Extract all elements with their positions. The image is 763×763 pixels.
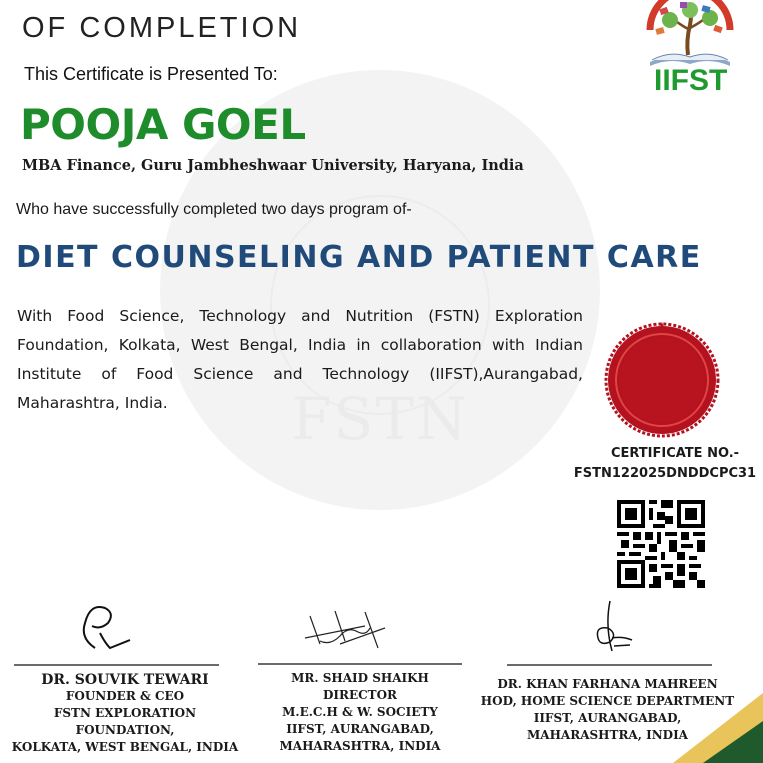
signatory-state: MAHARASHTRA, INDIA: [279, 739, 441, 753]
recipient-affiliation: MBA Finance, Guru Jambheshwaar University, Haryana, India: [22, 157, 524, 174]
certificate-heading: OF COMPLETION: [22, 12, 302, 44]
watermark-text: FSTN: [291, 385, 469, 453]
signatory-location: KOLKATA, WEST BENGAL, INDIA: [11, 740, 239, 754]
signatory-name: DR. SOUVIK TEWARI: [41, 672, 209, 688]
signature-shaid-shaikh-icon: [300, 606, 400, 656]
completed-statement: Who have successfully completed two days program of-: [16, 201, 412, 218]
signatory-location: IIFST, AURANGABAD,: [533, 711, 682, 725]
signatory-title: DIRECTOR: [322, 688, 398, 702]
signatory-location: IIFST, AURANGABAD,: [286, 722, 434, 736]
tree-book-emblem-icon: [630, 0, 750, 70]
recipient-name: POOJA GOEL: [20, 100, 306, 149]
iifst-logo-text: IIFST: [654, 64, 728, 97]
signatory-1: [10, 672, 240, 756]
presented-to-label: This Certificate is Presented To:: [24, 64, 278, 84]
qr-code[interactable]: [617, 500, 705, 588]
signature-line: [258, 663, 462, 665]
program-description: With Food Science, Technology and Nutrition (FSTN) Exploration Foundation, Kolkata, West Bengal, India in collaboration with Indian Institute of Food Science and Technology (IIFST),Aurangabad, Maharashtra, India.: [17, 307, 583, 412]
signatory-2: [255, 670, 465, 755]
signatory-title: HOD, HOME SCIENCE DEPARTMENT: [480, 694, 735, 708]
red-seal-icon: [602, 320, 722, 440]
decorative-corner-stripes: [633, 693, 763, 763]
signatory-org: M.E.C.H & W. SOCIETY: [282, 705, 438, 719]
signatory-state: MAHARASHTRA, INDIA: [526, 728, 688, 742]
certificate-number-label: CERTIFICATE NO.-: [610, 446, 740, 461]
certificate-number-value: FSTN122025DNDDCPC31: [573, 466, 757, 481]
signature-souvik-tewari-icon: [70, 598, 140, 658]
signature-line: [507, 664, 712, 666]
qr-code-icon: [617, 500, 705, 588]
program-title: DIET COUNSELING AND PATIENT CARE: [16, 240, 702, 275]
signatory-name: MR. SHAID SHAIKH: [291, 671, 429, 685]
signature-line: [14, 664, 219, 666]
signature-khan-farhana-icon: [590, 596, 640, 658]
signatory-name: DR. KHAN FARHANA MAHREEN: [497, 677, 718, 691]
signatory-title: FOUNDER & CEO: [65, 689, 185, 703]
signatory-org: FSTN EXPLORATION FOUNDATION,: [53, 706, 197, 737]
